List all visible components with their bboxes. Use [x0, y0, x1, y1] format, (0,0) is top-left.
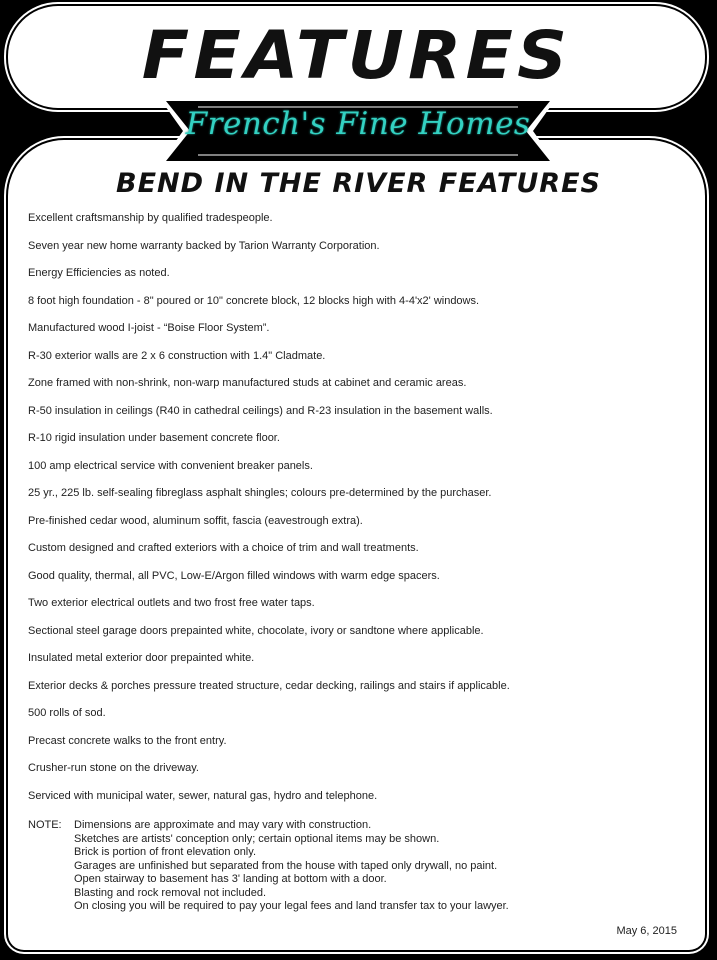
- feature-item: R-10 rigid insulation under basement concrete floor.: [28, 432, 280, 444]
- note-line: On closing you will be required to pay your legal fees and land transfer tax to your lawyer.: [74, 900, 509, 912]
- feature-item: Two exterior electrical outlets and two frost free water taps.: [28, 597, 315, 609]
- feature-item: Pre-finished cedar wood, aluminum soffit, fascia (eavestrough extra).: [28, 514, 363, 527]
- note-line: Open stairway to basement has 3' landing at bottom with a door.: [74, 873, 387, 885]
- note-line: Garages are unfinished but separated from the house with taped only drywall, no paint.: [74, 859, 498, 872]
- feature-item: Zone framed with non-shrink, non-warp manufactured studs at cabinet and ceramic areas.: [28, 377, 467, 389]
- brand-name: French's Fine Homes: [185, 106, 531, 142]
- feature-item: Insulated metal exterior door prepainted white.: [28, 652, 255, 664]
- feature-item: R-30 exterior walls are 2 x 6 construction with 1.4" Cladmate.: [28, 349, 326, 362]
- feature-item: R-50 insulation in ceilings (R40 in cathedral ceilings) and R-23 insulation in the basement walls.: [28, 404, 493, 417]
- feature-item: Energy Efficiencies as noted.: [28, 267, 170, 279]
- note-line: Brick is portion of front elevation only.: [74, 846, 256, 858]
- note-line: Sketches are artists' conception only; certain optional items may be shown.: [74, 832, 440, 845]
- feature-item: 25 yr., 225 lb. self-sealing fibreglass asphalt shingles; colours pre-determined by the purchaser.: [28, 487, 492, 499]
- feature-item: Serviced with municipal water, sewer, natural gas, hydro and telephone.: [28, 789, 378, 802]
- features-list: [28, 211, 510, 816]
- note-lines: [74, 819, 674, 914]
- section-subtitle: BEND IN THE RIVER FEATURES: [116, 168, 601, 199]
- feature-item: Seven year new home warranty backed by Tarion Warranty Corporation.: [28, 239, 380, 252]
- note-line: Blasting and rock removal not included.: [74, 886, 266, 899]
- document-date: May 6, 2015: [616, 925, 677, 937]
- feature-item: Custom designed and crafted exteriors with a choice of trim and wall treatments.: [28, 542, 419, 554]
- feature-item: Manufactured wood I-joist - “Boise Floor System”.: [28, 322, 270, 334]
- feature-item: Crusher-run stone on the driveway.: [28, 762, 199, 774]
- header-panel: [8, 6, 705, 108]
- feature-item: Exterior decks & porches pressure treated structure, cedar decking, railings and stairs if applicable.: [28, 679, 510, 692]
- note-line: Dimensions are approximate and may vary with construction.: [74, 819, 372, 831]
- page-title: FEATURES: [141, 17, 572, 94]
- feature-item: Precast concrete walks to the front entry.: [28, 734, 227, 747]
- feature-item: Good quality, thermal, all PVC, Low-E/Argon filled windows with warm edge spacers.: [28, 569, 440, 582]
- feature-item: 8 foot high foundation - 8" poured or 10" concrete block, 12 blocks high with 4-4'x2' windows.: [28, 294, 480, 307]
- note-label: NOTE:: [28, 819, 62, 831]
- feature-item: 100 amp electrical service with convenient breaker panels.: [28, 459, 313, 472]
- feature-item: Sectional steel garage doors prepainted white, chocolate, ivory or sandtone where applicable.: [28, 624, 484, 637]
- feature-item: 500 rolls of sod.: [28, 707, 106, 719]
- feature-item: Excellent craftsmanship by qualified tradespeople.: [28, 212, 273, 224]
- brand-banner: [158, 96, 558, 166]
